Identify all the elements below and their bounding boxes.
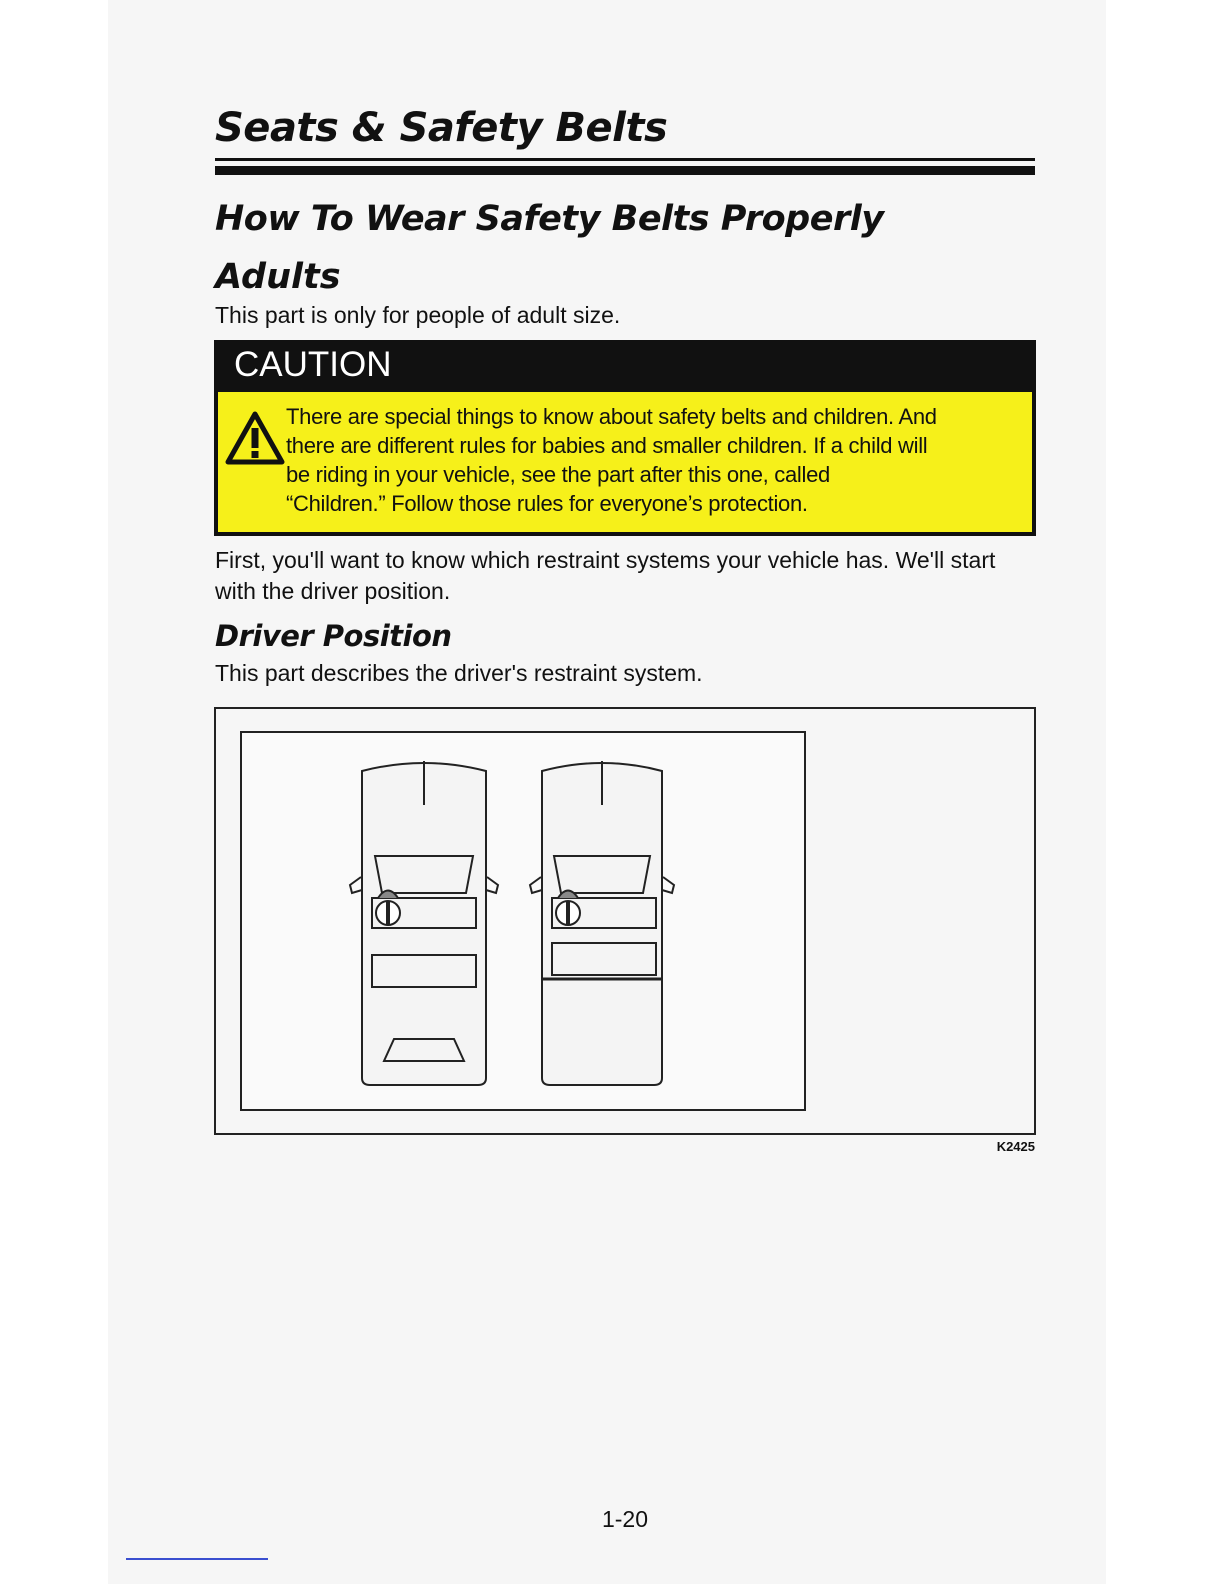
title-rule-thick [215,166,1035,175]
caution-body [218,392,1032,532]
section-title: Seats & Safety Belts [215,105,668,151]
caution-title: CAUTION [234,345,392,384]
caution-line: there are different rules for babies and smaller children. If a child will [286,433,928,458]
figure-frame [214,707,1036,1135]
restraint-text [215,545,995,607]
caution-text [286,402,1028,518]
vehicle-diagram [242,733,804,1109]
restraint-line: First, you'll want to know which restraint systems your vehicle has. We'll start [215,547,996,573]
driver-text: This part describes the driver's restraint system. [215,660,703,686]
title-rule-thin [215,158,1035,161]
heading-wear-belts: How To Wear Safety Belts Properly [215,199,884,239]
van-top-view-icon [350,761,498,1085]
page-number: 1-20 [601,1506,649,1532]
figure-code: K2425 [996,1139,1035,1154]
subheading-adults: Adults [215,257,341,297]
caution-box [214,340,1036,536]
restraint-line: with the driver position. [215,578,451,604]
subheading-driver-position: Driver Position [215,619,452,653]
caution-line: “Children.” Follow those rules for everyone’s protection. [286,491,808,516]
caution-line: There are special things to know about safety belts and children. And [286,404,937,429]
adults-text: This part is only for people of adult size. [215,302,621,328]
figure-illustration [240,731,806,1111]
footer-line [126,1558,268,1560]
pickup-top-view-icon [530,761,674,1085]
caution-line: be riding in your vehicle, see the part after this one, called [286,462,830,487]
warning-triangle-icon [225,410,285,466]
